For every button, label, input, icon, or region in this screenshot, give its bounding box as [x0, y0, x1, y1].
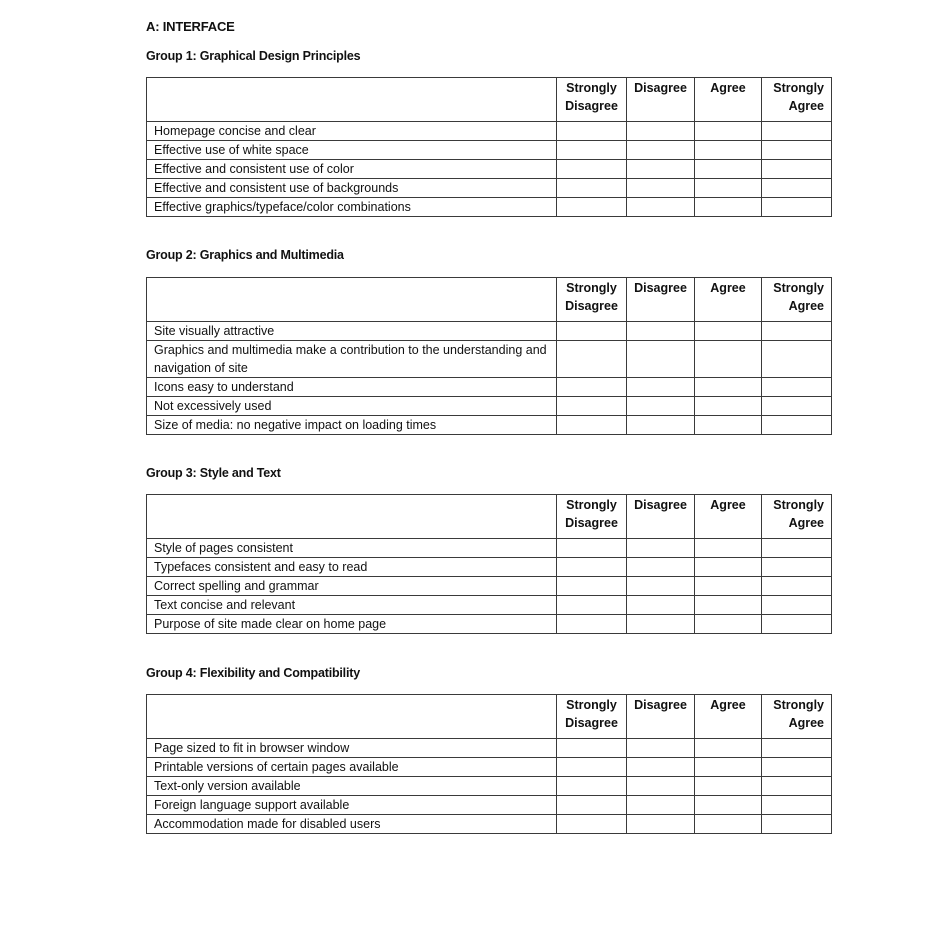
header-disagree: Disagree [627, 495, 695, 539]
table-header-row [147, 695, 832, 739]
rating-cell-strongly-agree[interactable] [762, 160, 832, 179]
rating-cell-agree[interactable] [695, 796, 762, 815]
item-label: Printable versions of certain pages available [147, 758, 557, 777]
rating-cell-disagree[interactable] [627, 539, 695, 558]
item-label: Graphics and multimedia make a contribution to the understanding and navigation of site [147, 341, 557, 378]
rating-cell-agree[interactable] [695, 539, 762, 558]
table-row [147, 777, 832, 796]
rating-cell-agree[interactable] [695, 416, 762, 435]
table-row [147, 122, 832, 141]
rating-cell-strongly-agree[interactable] [762, 141, 832, 160]
table-header-row [147, 495, 832, 539]
rating-cell-disagree[interactable] [627, 198, 695, 217]
rating-cell-disagree[interactable] [627, 615, 695, 634]
header-agree: Agree [695, 495, 762, 539]
rating-cell-agree[interactable] [695, 558, 762, 577]
header-agree: Agree [695, 278, 762, 322]
item-label: Effective graphics/typeface/color combinations [147, 198, 557, 217]
header-strongly-disagree: Strongly Disagree [557, 695, 627, 739]
header-disagree: Disagree [627, 695, 695, 739]
rating-cell-agree[interactable] [695, 179, 762, 198]
header-disagree: Disagree [627, 78, 695, 122]
item-label: Size of media: no negative impact on loading times [147, 416, 557, 435]
table-row [147, 341, 832, 378]
rating-cell-strongly-agree[interactable] [762, 558, 832, 577]
rating-cell-agree[interactable] [695, 596, 762, 615]
group-2-rating-table [146, 277, 832, 435]
table-row [147, 378, 832, 397]
table-row [147, 539, 832, 558]
header-disagree: Disagree [627, 278, 695, 322]
header-agree: Agree [695, 695, 762, 739]
rating-cell-strongly-disagree[interactable] [557, 596, 627, 615]
rating-cell-agree[interactable] [695, 615, 762, 634]
rating-cell-strongly-disagree[interactable] [557, 397, 627, 416]
group-3-rating-table [146, 494, 832, 634]
rating-cell-disagree[interactable] [627, 122, 695, 141]
header-strongly-disagree: Strongly Disagree [557, 278, 627, 322]
header-strongly-agree: Strongly Agree [762, 278, 832, 322]
rating-cell-disagree[interactable] [627, 596, 695, 615]
rating-cell-agree[interactable] [695, 378, 762, 397]
table-header-row [147, 78, 832, 122]
rating-cell-strongly-agree[interactable] [762, 577, 832, 596]
rating-cell-disagree[interactable] [627, 777, 695, 796]
rating-cell-strongly-agree[interactable] [762, 796, 832, 815]
rating-cell-strongly-agree[interactable] [762, 739, 832, 758]
rating-cell-agree[interactable] [695, 122, 762, 141]
group-1-rating-table [146, 77, 832, 217]
table-row [147, 322, 832, 341]
table-row [147, 796, 832, 815]
rating-cell-disagree[interactable] [627, 378, 695, 397]
rating-cell-disagree[interactable] [627, 815, 695, 834]
empty-header-cell [147, 278, 557, 322]
rating-cell-agree[interactable] [695, 777, 762, 796]
table-row [147, 179, 832, 198]
rating-cell-agree[interactable] [695, 341, 762, 378]
table-row [147, 397, 832, 416]
rating-cell-strongly-disagree[interactable] [557, 758, 627, 777]
empty-header-cell [147, 695, 557, 739]
item-label: Effective use of white space [147, 141, 557, 160]
table-row [147, 739, 832, 758]
rating-cell-disagree[interactable] [627, 796, 695, 815]
item-label: Correct spelling and grammar [147, 577, 557, 596]
rating-cell-agree[interactable] [695, 141, 762, 160]
rating-cell-strongly-disagree[interactable] [557, 378, 627, 397]
rating-cell-agree[interactable] [695, 397, 762, 416]
table-row [147, 160, 832, 179]
group-2-title: Group 2: Graphics and Multimedia [146, 248, 344, 262]
rating-cell-strongly-disagree[interactable] [557, 198, 627, 217]
table-row [147, 141, 832, 160]
table-row [147, 758, 832, 777]
rating-cell-agree[interactable] [695, 322, 762, 341]
group-4-title: Group 4: Flexibility and Compatibility [146, 666, 360, 680]
item-label: Accommodation made for disabled users [147, 815, 557, 834]
rating-cell-strongly-agree[interactable] [762, 198, 832, 217]
rating-cell-disagree[interactable] [627, 341, 695, 378]
rating-cell-strongly-agree[interactable] [762, 122, 832, 141]
item-label: Text-only version available [147, 777, 557, 796]
table-row [147, 416, 832, 435]
header-strongly-disagree: Strongly Disagree [557, 78, 627, 122]
rating-cell-strongly-disagree[interactable] [557, 615, 627, 634]
header-strongly-agree: Strongly Agree [762, 695, 832, 739]
rating-cell-strongly-disagree[interactable] [557, 141, 627, 160]
rating-cell-agree[interactable] [695, 739, 762, 758]
rating-cell-disagree[interactable] [627, 322, 695, 341]
rating-cell-strongly-agree[interactable] [762, 322, 832, 341]
item-label: Purpose of site made clear on home page [147, 615, 557, 634]
table-row [147, 815, 832, 834]
empty-header-cell [147, 495, 557, 539]
rating-cell-strongly-disagree[interactable] [557, 558, 627, 577]
rating-cell-disagree[interactable] [627, 577, 695, 596]
rating-cell-strongly-agree[interactable] [762, 378, 832, 397]
item-label: Style of pages consistent [147, 539, 557, 558]
rating-cell-strongly-agree[interactable] [762, 179, 832, 198]
rating-cell-disagree[interactable] [627, 558, 695, 577]
item-label: Typefaces consistent and easy to read [147, 558, 557, 577]
group-1-title: Group 1: Graphical Design Principles [146, 49, 361, 63]
rating-cell-strongly-disagree[interactable] [557, 122, 627, 141]
item-label: Homepage concise and clear [147, 122, 557, 141]
rating-cell-strongly-agree[interactable] [762, 758, 832, 777]
rating-cell-strongly-disagree[interactable] [557, 322, 627, 341]
rating-cell-disagree[interactable] [627, 739, 695, 758]
rating-cell-strongly-disagree[interactable] [557, 577, 627, 596]
rating-cell-strongly-agree[interactable] [762, 777, 832, 796]
rating-cell-strongly-agree[interactable] [762, 815, 832, 834]
item-label: Site visually attractive [147, 322, 557, 341]
rating-cell-strongly-disagree[interactable] [557, 416, 627, 435]
table-row [147, 198, 832, 217]
item-label: Not excessively used [147, 397, 557, 416]
rating-cell-strongly-agree[interactable] [762, 416, 832, 435]
rating-cell-strongly-disagree[interactable] [557, 341, 627, 378]
header-agree: Agree [695, 78, 762, 122]
header-strongly-agree: Strongly Agree [762, 78, 832, 122]
table-row [147, 577, 832, 596]
item-label: Icons easy to understand [147, 378, 557, 397]
rating-cell-agree[interactable] [695, 577, 762, 596]
header-strongly-agree: Strongly Agree [762, 495, 832, 539]
rating-cell-disagree[interactable] [627, 758, 695, 777]
rating-cell-strongly-disagree[interactable] [557, 796, 627, 815]
rating-cell-strongly-disagree[interactable] [557, 179, 627, 198]
rating-cell-agree[interactable] [695, 758, 762, 777]
item-label: Text concise and relevant [147, 596, 557, 615]
rating-cell-disagree[interactable] [627, 416, 695, 435]
item-label: Effective and consistent use of backgrounds [147, 179, 557, 198]
rating-cell-disagree[interactable] [627, 160, 695, 179]
rating-cell-strongly-agree[interactable] [762, 341, 832, 378]
empty-header-cell [147, 78, 557, 122]
item-label: Effective and consistent use of color [147, 160, 557, 179]
page-heading: A: INTERFACE [146, 19, 235, 34]
rating-cell-agree[interactable] [695, 815, 762, 834]
group-3-title: Group 3: Style and Text [146, 466, 281, 480]
rating-cell-strongly-agree[interactable] [762, 596, 832, 615]
rating-cell-strongly-agree[interactable] [762, 615, 832, 634]
item-label: Foreign language support available [147, 796, 557, 815]
rating-cell-strongly-disagree[interactable] [557, 777, 627, 796]
table-header-row [147, 278, 832, 322]
table-row [147, 596, 832, 615]
rating-cell-strongly-disagree[interactable] [557, 815, 627, 834]
item-label: Page sized to fit in browser window [147, 739, 557, 758]
rating-cell-strongly-disagree[interactable] [557, 539, 627, 558]
rating-cell-disagree[interactable] [627, 397, 695, 416]
group-4-rating-table [146, 694, 832, 834]
rating-cell-strongly-agree[interactable] [762, 539, 832, 558]
rating-cell-strongly-disagree[interactable] [557, 739, 627, 758]
table-row [147, 558, 832, 577]
header-strongly-disagree: Strongly Disagree [557, 495, 627, 539]
rating-cell-strongly-disagree[interactable] [557, 160, 627, 179]
rating-cell-disagree[interactable] [627, 179, 695, 198]
rating-cell-strongly-agree[interactable] [762, 397, 832, 416]
rating-cell-agree[interactable] [695, 198, 762, 217]
rating-cell-disagree[interactable] [627, 141, 695, 160]
rating-cell-agree[interactable] [695, 160, 762, 179]
table-row [147, 615, 832, 634]
